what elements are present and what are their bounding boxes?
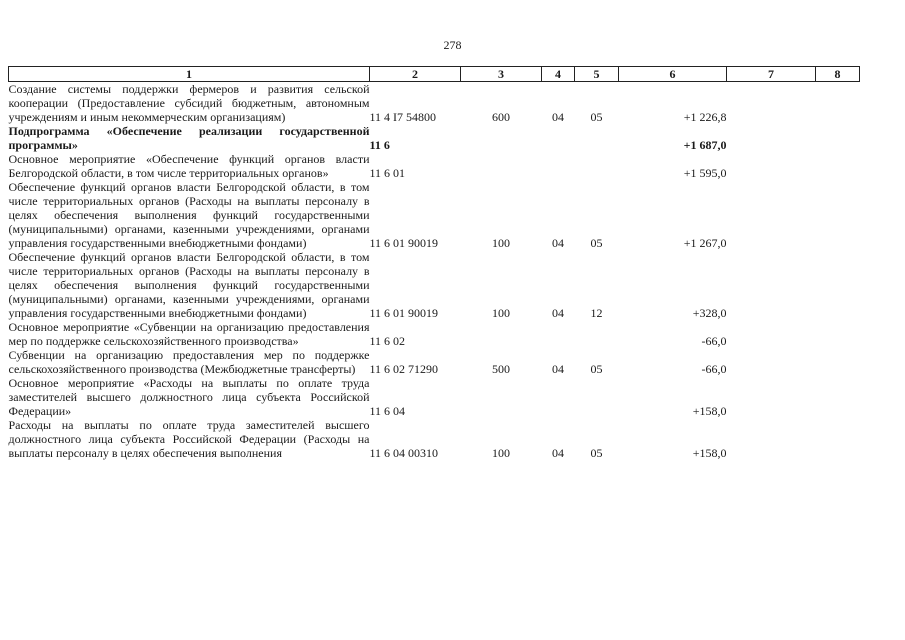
subsection-code bbox=[575, 376, 619, 418]
table-body bbox=[9, 82, 860, 461]
target-article-code: 11 6 01 bbox=[369, 166, 406, 180]
expense-name: Расходы на выплаты по оплате труда заместителей высшего должностного лица субъекта Российской Федерации (Расходы на выплаты персоналу в целях обеспечения выполнения bbox=[8, 418, 370, 460]
section-code: 04 bbox=[552, 236, 564, 250]
expense-type-code bbox=[461, 152, 542, 180]
subsection-code: 12 bbox=[590, 306, 603, 320]
subsection-code: 05 bbox=[590, 446, 603, 460]
page-number: 278 bbox=[443, 38, 462, 52]
expense-type-code: 100 bbox=[492, 236, 510, 250]
empty-cell-8 bbox=[816, 320, 860, 348]
empty-cell-8 bbox=[816, 152, 860, 180]
header-col-2: 2 bbox=[370, 67, 461, 82]
subsection-code bbox=[575, 152, 619, 180]
table-row bbox=[9, 320, 860, 348]
section-code: 04 bbox=[552, 306, 564, 320]
amount-change: +1 595,0 bbox=[683, 166, 727, 180]
target-article-code: 11 6 04 bbox=[369, 404, 406, 418]
expense-name: Обеспечение функций органов власти Белгородской области, в том числе территориальных органов (Расходы на выплаты персоналу в целях обеспечения выполнения функций государственными (муниципальными) органами, казенными учреждениями, органами управления государственными внебюджетными фондами) bbox=[8, 180, 370, 250]
expense-type-code: 100 bbox=[492, 446, 510, 460]
amount-change: +158,0 bbox=[692, 404, 727, 418]
amount-change: -66,0 bbox=[701, 334, 727, 348]
table-row bbox=[9, 376, 860, 418]
expense-name: Субвенции на организацию предоставления мер по поддержке сельскохозяйственного производства (Межбюджетные трансферты) bbox=[8, 348, 370, 376]
empty-cell-7 bbox=[727, 152, 816, 180]
header-col-7: 7 bbox=[727, 67, 816, 82]
empty-cell-8 bbox=[816, 82, 860, 125]
expense-type-code bbox=[461, 376, 542, 418]
expense-type-code: 500 bbox=[492, 362, 510, 376]
section-code bbox=[542, 152, 575, 180]
table-row bbox=[9, 418, 860, 460]
target-article-code: 11 6 02 71290 bbox=[369, 362, 439, 376]
section-code bbox=[542, 376, 575, 418]
header-col-5: 5 bbox=[575, 67, 619, 82]
empty-cell-8 bbox=[816, 348, 860, 376]
table-row bbox=[9, 348, 860, 376]
expense-type-code: 100 bbox=[492, 306, 510, 320]
target-article-code: 11 6 bbox=[369, 138, 390, 152]
expense-name: Подпрограмма «Обеспечение реализации государственной программы» bbox=[8, 124, 370, 152]
section-code: 04 bbox=[552, 446, 564, 460]
empty-cell-8 bbox=[816, 124, 860, 152]
target-article-code: 11 6 02 bbox=[369, 334, 406, 348]
table-row bbox=[9, 124, 860, 152]
expense-name: Основное мероприятие «Расходы на выплаты по оплате труда заместителей высшего должностного лица субъекта Российской Федерации» bbox=[8, 376, 370, 418]
empty-cell-7 bbox=[727, 418, 816, 460]
header-col-1: 1 bbox=[9, 67, 370, 82]
header-row bbox=[9, 67, 860, 82]
empty-cell-7 bbox=[727, 320, 816, 348]
empty-cell-7 bbox=[727, 124, 816, 152]
expense-type-code: 600 bbox=[492, 110, 510, 124]
header-col-4: 4 bbox=[542, 67, 575, 82]
empty-cell-7 bbox=[727, 250, 816, 320]
expense-name: Основное мероприятие «Обеспечение функций органов власти Белгородской области, в том числе территориальных органов» bbox=[8, 152, 370, 180]
subsection-code bbox=[575, 124, 619, 152]
table-row bbox=[9, 152, 860, 180]
section-code bbox=[542, 320, 575, 348]
empty-cell-8 bbox=[816, 418, 860, 460]
table-row bbox=[9, 250, 860, 320]
subsection-code: 05 bbox=[590, 110, 603, 124]
amount-change: +328,0 bbox=[692, 306, 727, 320]
subsection-code bbox=[575, 320, 619, 348]
expense-type-code bbox=[461, 320, 542, 348]
table-row bbox=[9, 82, 860, 125]
amount-change: +1 267,0 bbox=[683, 236, 727, 250]
subsection-code: 05 bbox=[590, 362, 603, 376]
expense-type-code bbox=[461, 124, 542, 152]
subsection-code: 05 bbox=[590, 236, 603, 250]
empty-cell-7 bbox=[727, 376, 816, 418]
header-col-6: 6 bbox=[619, 67, 727, 82]
budget-table bbox=[8, 66, 860, 460]
target-article-code: 11 4 I7 54800 bbox=[369, 110, 437, 124]
target-article-code: 11 6 04 00310 bbox=[369, 446, 439, 460]
table-row bbox=[9, 180, 860, 250]
section-code: 04 bbox=[552, 362, 564, 376]
header-col-8: 8 bbox=[816, 67, 860, 82]
amount-change: +158,0 bbox=[692, 446, 727, 460]
empty-cell-8 bbox=[816, 376, 860, 418]
expense-name: Обеспечение функций органов власти Белгородской области, в том числе территориальных органов (Расходы на выплаты персоналу в целях обеспечения выполнения функций государственными (муниципальными) органами, казенными учреждениями, органами управления государственными внебюджетными фондами) bbox=[8, 250, 370, 320]
amount-change: -66,0 bbox=[701, 362, 727, 376]
target-article-code: 11 6 01 90019 bbox=[369, 306, 439, 320]
section-code: 04 bbox=[552, 110, 564, 124]
expense-name: Создание системы поддержки фермеров и развития сельской кооперации (Предоставление субсидий бюджетным, автономным учреждениям и иным некоммерческим организациям) bbox=[8, 82, 370, 124]
expense-name: Основное мероприятие «Субвенции на организацию предоставления мер по поддержке сельскохозяйственного производства» bbox=[8, 320, 370, 348]
empty-cell-7 bbox=[727, 348, 816, 376]
empty-cell-7 bbox=[727, 180, 816, 250]
amount-change: +1 687,0 bbox=[683, 138, 727, 152]
header-col-3: 3 bbox=[461, 67, 542, 82]
amount-change: +1 226,8 bbox=[683, 110, 727, 124]
target-article-code: 11 6 01 90019 bbox=[369, 236, 439, 250]
section-code bbox=[542, 124, 575, 152]
empty-cell-7 bbox=[727, 82, 816, 125]
empty-cell-8 bbox=[816, 180, 860, 250]
empty-cell-8 bbox=[816, 250, 860, 320]
